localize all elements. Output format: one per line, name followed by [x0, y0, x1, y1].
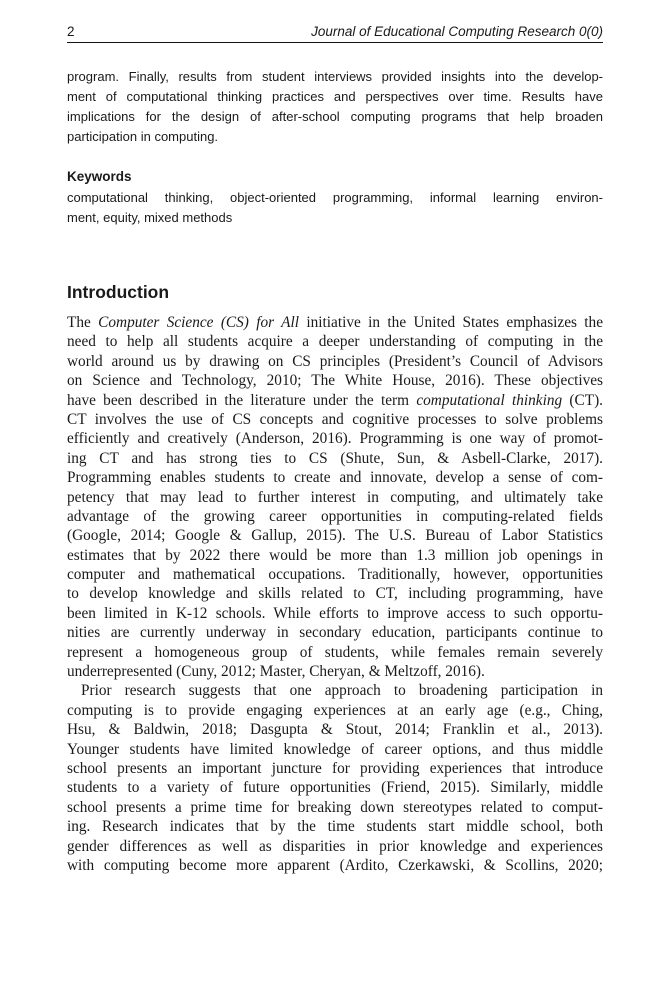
text-run: Younger students have limited knowledge of career options, and thus middle [67, 740, 603, 758]
text-run: Hsu, & Baldwin, 2018; Dasgupta & Stout, 2014; Franklin et al., 2013). [67, 721, 603, 739]
text-run: (Google, 2014; Google & Gallup, 2015). The U.S. Bureau of Labor Statistics [67, 527, 603, 545]
text-run: need to help all students acquire a deeper understanding of computing in the [67, 333, 603, 351]
text-run: have been described in the literature under the term [67, 391, 417, 409]
body-line [67, 817, 603, 836]
text-run: initiative in the United States emphasizes the [299, 314, 603, 331]
text-run: The [67, 314, 99, 331]
body-line [67, 468, 603, 487]
italic-term: Computer Science (CS) for All [98, 314, 300, 331]
body-line [67, 759, 603, 778]
body-line [67, 740, 603, 759]
keywords-line: ment, equity, mixed methods [67, 210, 233, 225]
body-line [67, 778, 603, 797]
body-line [67, 681, 603, 700]
text-run: Prior research suggests that one approach to broadening participation in [81, 682, 603, 700]
body-line [67, 352, 603, 371]
body-line [67, 701, 603, 720]
abstract-line: program. Finally, results from student interviews provided insights into the develop- [67, 69, 603, 84]
keywords-heading: Keywords [67, 169, 132, 184]
body-line [67, 507, 603, 526]
text-run: underrepresented (Cuny, 2012; Master, Cheryan, & Meltzoff, 2016). [67, 663, 485, 681]
body-line [67, 604, 603, 623]
text-run: estimates that by 2022 there would be more than 1.3 million job openings in [67, 546, 603, 564]
body-line [67, 391, 603, 410]
body-line [67, 565, 603, 584]
abstract-line: participation in computing. [67, 129, 219, 144]
text-run: CT involves the use of CS concepts and cognitive processes to solve problems [67, 410, 603, 428]
introduction-body [67, 313, 603, 875]
text-run: nities are currently underway in secondary education, participants continue to [67, 624, 603, 642]
body-line [67, 546, 603, 565]
abstract-line: implications for the design of after-school computing programs that help broaden [67, 109, 603, 124]
text-run: computing is to provide engaging experiences at an early age (e.g., Ching, [67, 701, 603, 719]
body-line [67, 837, 603, 856]
body-line [67, 643, 603, 662]
body-line [67, 488, 603, 507]
body-line [67, 662, 603, 681]
introduction-heading: Introduction [67, 282, 170, 302]
running-header [67, 24, 603, 43]
text-run: petency that may lead to further interest in computing, and ultimately take [67, 488, 603, 506]
italic-term: computational thinking [416, 391, 563, 409]
abstract-line: ment of computational thinking practices and perspectives over time. Results have [67, 89, 603, 104]
body-line [67, 410, 603, 429]
text-run: efficiently and creatively (Anderson, 2016). Programming is one way of promot- [67, 430, 603, 448]
body-line [67, 584, 603, 603]
keywords-list [67, 188, 603, 228]
body-line [67, 429, 603, 448]
keywords-line: computational thinking, object-oriented programming, informal learning environ- [67, 190, 603, 205]
text-run: school presents a prime time for breaking down stereotypes related to comput- [67, 798, 603, 816]
text-run: school presents an important juncture for providing experiences that introduce [67, 759, 603, 777]
text-run: represent a homogeneous group of students, while females remain severely [67, 643, 603, 661]
text-run: students to a variety of future opportunities (Friend, 2015). Similarly, middle [67, 779, 603, 797]
text-run: to develop knowledge and skills related to CT, including programming, have [67, 585, 603, 603]
page-number: 2 [67, 24, 75, 39]
text-run: ing. Research indicates that by the time students start middle school, both [67, 818, 603, 836]
body-line [67, 623, 603, 642]
text-run: with computing become more apparent (Ardito, Czerkawski, & Scollins, 2020; [67, 856, 603, 874]
text-run: computer and mathematical occupations. Traditionally, however, opportunities [67, 566, 603, 584]
body-line [67, 313, 603, 332]
body-line [67, 332, 603, 351]
text-run: been limited in K-12 schools. While efforts to improve access to such opportu- [67, 604, 603, 622]
body-line [67, 720, 603, 739]
text-run: gender differences as well as disparities in prior knowledge and experiences [67, 837, 603, 855]
text-run: world around us by drawing on CS principles (President’s Council of Advisors [67, 352, 603, 370]
text-run: (CT). [562, 391, 603, 409]
body-line [67, 449, 603, 468]
journal-title: Journal of Educational Computing Research 0(0) [311, 24, 603, 39]
body-line [67, 371, 603, 390]
text-run: on Science and Technology, 2010; The White House, 2016). These objectives [67, 372, 603, 390]
body-line [67, 856, 603, 875]
text-run: ing CT and has strong ties to CS (Shute, Sun, & Asbell-Clarke, 2017). [67, 449, 603, 467]
body-line [67, 798, 603, 817]
abstract-continuation [67, 67, 603, 147]
body-line [67, 526, 603, 545]
text-run: advantage of the growing career opportunities in computing-related fields [67, 507, 603, 525]
text-run: Programming enables students to create and innovate, develop a sense of com- [67, 469, 603, 487]
